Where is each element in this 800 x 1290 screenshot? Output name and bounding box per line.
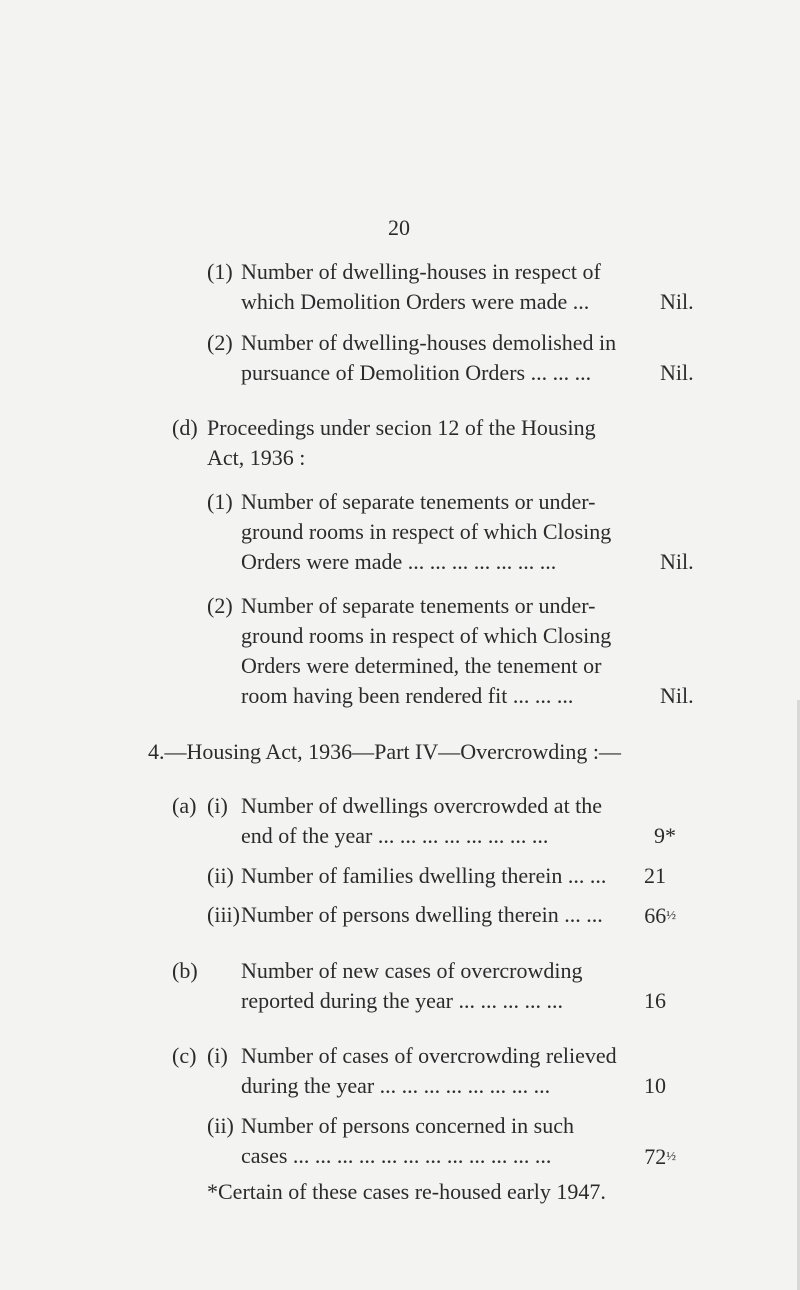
item-value: Nil. (660, 549, 694, 574)
item-label: (iii) (207, 902, 240, 927)
item-label: (ii) (207, 863, 234, 888)
item-text: Number of new cases of overcrowding (241, 958, 583, 983)
item-label: (i) (207, 793, 228, 818)
item-text: ground rooms in respect of which Closing (241, 519, 612, 544)
value-whole: 66 (644, 903, 667, 928)
section-label: (d) (172, 415, 198, 440)
item-text: Orders were made ... ... ... ... ... ... ... (241, 549, 557, 574)
item-text: end of the year ... ... ... ... ... ... ... ... (241, 823, 549, 848)
value-fraction: ½ (666, 907, 676, 922)
item-label: (ii) (207, 1113, 234, 1138)
item-text: pursuance of Demolition Orders ... ... ... (241, 360, 592, 385)
item-value: 16 (644, 988, 666, 1013)
value-whole: 72 (644, 1144, 667, 1169)
item-text: which Demolition Orders were made ... (241, 289, 590, 314)
item-text: room having been rendered fit ... ... ... (241, 683, 574, 708)
item-label: (2) (207, 330, 233, 355)
item-value: 10 (644, 1073, 666, 1098)
item-text: Number of dwelling-houses demolished in (241, 330, 617, 355)
item-label: (2) (207, 593, 233, 618)
item-value: 21 (644, 863, 666, 888)
item-text: Number of cases of overcrowding relieved (241, 1043, 617, 1068)
footnote: *Certain of these cases re-housed early 1947. (207, 1179, 606, 1204)
item-label: (1) (207, 489, 233, 514)
item-text: Number of separate tenements or under- (241, 489, 596, 514)
item-text: Number of dwelling-houses in respect of (241, 259, 601, 284)
item-label: (1) (207, 259, 233, 284)
item-text: ground rooms in respect of which Closing (241, 623, 612, 648)
item-value: Nil. (660, 360, 694, 385)
item-text: Number of persons concerned in such (241, 1113, 574, 1138)
section-heading: 4.—Housing Act, 1936—Part IV—Overcrowding :— (148, 739, 621, 764)
item-text: Orders were determined, the tenement or (241, 653, 602, 678)
item-value (616, 1141, 676, 1172)
item-value: Nil. (660, 289, 694, 314)
item-value (616, 900, 676, 931)
item-text: cases ... ... ... ... ... ... ... ... ... ... ... ... (241, 1143, 552, 1168)
section-label: (b) (172, 958, 198, 983)
value-fraction: ½ (666, 1148, 676, 1163)
section-label: (c) (172, 1043, 197, 1068)
item-text: Number of separate tenements or under- (241, 593, 596, 618)
item-text: reported during the year ... ... ... ... ... (241, 988, 563, 1013)
item-label: (i) (207, 1043, 228, 1068)
item-text: Number of dwellings overcrowded at the (241, 793, 603, 818)
section-label: (a) (172, 793, 197, 818)
item-value: 9* (654, 823, 676, 848)
section-heading: Proceedings under secion 12 of the Housing (207, 415, 596, 440)
section-heading: Act, 1936 : (207, 445, 306, 470)
page-number: 20 (388, 215, 410, 240)
item-value: Nil. (660, 683, 694, 708)
item-text: Number of persons dwelling therein ... ... (241, 902, 603, 927)
item-text: Number of families dwelling therein ... ... (241, 863, 607, 888)
item-text: during the year ... ... ... ... ... ... ... ... (241, 1073, 551, 1098)
